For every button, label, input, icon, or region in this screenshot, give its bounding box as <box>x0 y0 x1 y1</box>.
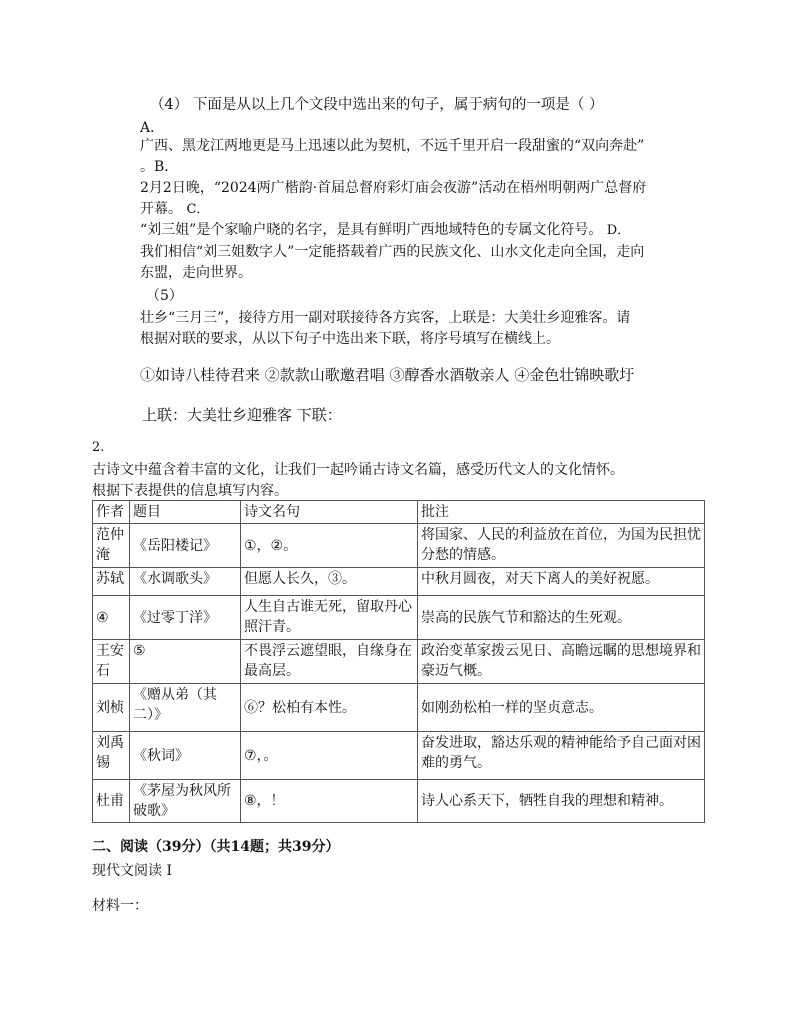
cell-note: 政治变革家拨云见日、高瞻远瞩的思想境界和豪迈气概。 <box>418 640 705 684</box>
option-a-letter: A． <box>140 120 165 136</box>
header-quote: 诗文名句 <box>241 501 418 524</box>
section-2-title: 二、阅读（39分）（共14题；共39分） <box>92 839 340 855</box>
cell-title: 《赠从弟（其二）》 <box>130 684 241 732</box>
cell-title: 《茅屋为秋风所破歌》 <box>130 780 241 823</box>
section-2-subtitle: 现代文阅读 I <box>92 863 172 879</box>
cell-title: 《水调歌头》 <box>130 568 241 596</box>
q5-text-1: 壮乡“三月三”，接待方用一副对联接待各方宾客，上联是：大美壮乡迎雅客。请 <box>140 310 631 326</box>
table-row <box>93 524 705 568</box>
cell-note: 诗人心系天下，牺牲自我的理想和精神。 <box>418 780 705 823</box>
cell-note: 如刚劲松柏一样的坚贞意志。 <box>418 684 705 732</box>
cell-quote[interactable]: ⑥？松柏有本性。 <box>241 684 418 732</box>
table-row <box>93 732 705 780</box>
table-header-row <box>93 501 705 524</box>
cell-quote: 不畏浮云遮望眼，自缘身在最高层。 <box>241 640 418 684</box>
cell-author: 王安石 <box>93 640 130 684</box>
option-c-letter: C． <box>186 202 210 217</box>
option-d-letter: D． <box>606 223 631 238</box>
cell-author: 刘桢 <box>93 684 130 732</box>
cell-quote[interactable]: ⑦，。 <box>241 732 418 780</box>
q2-intro-1: 古诗文中蕴含着丰富的文化，让我们一起吟诵古诗文名篇，感受历代文人的文化情怀。 <box>92 462 624 478</box>
cell-author: 苏轼 <box>93 568 130 596</box>
cell-title: 《过零丁洋》 <box>130 596 241 640</box>
cell-note: 将国家、人民的利益放在首位，为国为民担忧分愁的情感。 <box>418 524 705 568</box>
cell-author: 范仲淹 <box>93 524 130 568</box>
option-b-text-end: 开幕。 <box>140 201 182 217</box>
couplet-answer-line: 上联：大美壮乡迎雅客 下联： <box>142 406 342 424</box>
option-b-text-cont <box>140 198 209 218</box>
table-row <box>93 780 705 823</box>
cell-author: 杜甫 <box>93 780 130 823</box>
couplet-choices: ①如诗八桂待君来 ②款款山歌邀君唱 ③醇香水酒敬亲人 ④金色壮锦映歌圩 <box>140 366 635 384</box>
cell-author[interactable]: ④ <box>93 596 130 640</box>
q4-stem: （4） 下面是从以上几个文段中选出来的句子，属于病句的一项是（ ） <box>150 97 604 113</box>
cell-note: 崇高的民族气节和豁达的生死观。 <box>418 596 705 640</box>
material-one-label: 材料一： <box>92 898 148 914</box>
option-d-text: 我们相信“刘三姐数字人”一定能搭载着广西的民族文化、山水文化走向全国，走向 <box>140 244 645 260</box>
q5-label: （5） <box>146 288 183 304</box>
cell-title[interactable]: ⑤ <box>130 640 241 684</box>
option-c-text: “刘三姐”是个家喻户晓的名字，是具有鲜明广西地域特色的专属文化符号。 <box>140 222 603 238</box>
cell-quote[interactable]: ①，②。 <box>241 524 418 568</box>
cell-quote[interactable]: ⑧，！ <box>241 780 418 823</box>
header-note: 批注 <box>418 501 705 524</box>
cell-title: 《岳阳楼记》 <box>130 524 241 568</box>
q5-text-2: 根据对联的要求，从以下句子中选出来下联，将序号填写在横线上。 <box>140 331 560 347</box>
cell-quote[interactable]: 但愿人长久，③。 <box>241 568 418 596</box>
table-row <box>93 684 705 732</box>
header-author: 作者 <box>93 501 130 524</box>
cell-note: 奋发进取，豁达乐观的精神能给予自己面对困难的勇气。 <box>418 732 705 780</box>
header-title: 题目 <box>130 501 241 524</box>
option-b-letter: 。B． <box>140 159 179 175</box>
table-row <box>93 596 705 640</box>
q2-number: 2. <box>92 440 105 455</box>
option-c-text-line <box>140 219 630 239</box>
cell-title: 《秋词》 <box>130 732 241 780</box>
cell-quote: 人生自古谁无死，留取丹心照汗青。 <box>241 596 418 640</box>
cell-author: 刘禹锡 <box>93 732 130 780</box>
q2-intro-2: 根据下表提供的信息填写内容。 <box>92 483 288 499</box>
option-a-text: 广西、黑龙江两地更是马上迅速以此为契机，不远千里开启一段甜蜜的“双向奔赴” <box>140 138 645 154</box>
option-b-text: 2月2日晚，“2024两广楷韵·首届总督府彩灯庙会夜游”活动在梧州明朝两广总督府 <box>140 180 647 196</box>
cell-note: 中秋月圆夜，对天下离人的美好祝愿。 <box>418 568 705 596</box>
option-d-text-cont: 东盟，走向世界。 <box>140 265 252 281</box>
table-row <box>93 568 705 596</box>
poem-table <box>92 500 705 823</box>
table-row <box>93 640 705 684</box>
